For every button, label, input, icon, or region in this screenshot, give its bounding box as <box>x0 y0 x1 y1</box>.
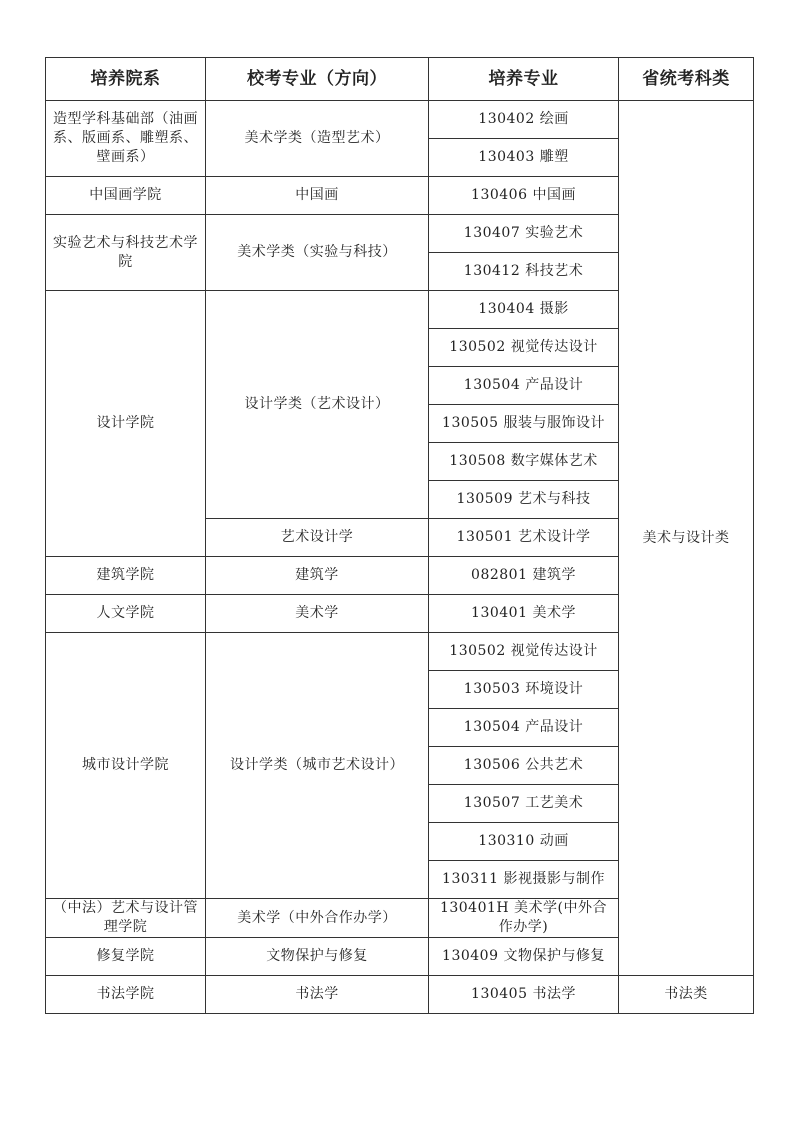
major-cell: 130401 美术学 <box>429 595 619 633</box>
major-cell: 130501 艺术设计学 <box>429 519 619 557</box>
major-cell: 082801 建筑学 <box>429 557 619 595</box>
exam-major-cell: 建筑学 <box>206 557 429 595</box>
exam-major-cell: 美术学 <box>206 595 429 633</box>
college-cell: 人文学院 <box>46 595 206 633</box>
table-row <box>46 101 754 139</box>
college-cell: 城市设计学院 <box>46 633 206 899</box>
college-cell: 修复学院 <box>46 938 206 976</box>
major-cell: 130504 产品设计 <box>429 367 619 405</box>
province-category-cell: 书法类 <box>619 976 754 1014</box>
enrollment-table <box>45 57 754 1014</box>
exam-major-cell: 中国画 <box>206 177 429 215</box>
major-cell: 130502 视觉传达设计 <box>429 633 619 671</box>
exam-major-cell: 设计学类（艺术设计） <box>206 291 429 519</box>
college-cell: 设计学院 <box>46 291 206 557</box>
major-cell: 130505 服装与服饰设计 <box>429 405 619 443</box>
major-cell: 130402 绘画 <box>429 101 619 139</box>
major-cell: 130504 产品设计 <box>429 709 619 747</box>
exam-major-cell: 美术学类（造型艺术） <box>206 101 429 177</box>
major-cell: 130311 影视摄影与制作 <box>429 861 619 899</box>
major-cell: 130404 摄影 <box>429 291 619 329</box>
major-cell: 130403 雕塑 <box>429 139 619 177</box>
header-major: 培养专业 <box>429 58 619 101</box>
major-cell: 130409 文物保护与修复 <box>429 938 619 976</box>
major-cell: 130503 环境设计 <box>429 671 619 709</box>
college-cell: 实验艺术与科技艺术学院 <box>46 215 206 291</box>
major-cell: 130509 艺术与科技 <box>429 481 619 519</box>
major-cell: 130506 公共艺术 <box>429 747 619 785</box>
major-cell: 130310 动画 <box>429 823 619 861</box>
exam-major-cell: 文物保护与修复 <box>206 938 429 976</box>
table-row <box>46 976 754 1014</box>
major-cell: 130502 视觉传达设计 <box>429 329 619 367</box>
college-cell: 造型学科基础部（油画系、版画系、雕塑系、壁画系） <box>46 101 206 177</box>
header-exam-major: 校考专业（方向） <box>206 58 429 101</box>
major-cell: 130508 数字媒体艺术 <box>429 443 619 481</box>
exam-major-cell: 设计学类（城市艺术设计） <box>206 633 429 899</box>
major-cell: 130401H 美术学(中外合作办学) <box>429 899 619 938</box>
header-college: 培养院系 <box>46 58 206 101</box>
province-category-cell: 美术与设计类 <box>619 101 754 976</box>
exam-major-cell: 美术学类（实验与科技） <box>206 215 429 291</box>
major-cell: 130407 实验艺术 <box>429 215 619 253</box>
college-cell: 书法学院 <box>46 976 206 1014</box>
college-cell: 建筑学院 <box>46 557 206 595</box>
exam-major-cell: 书法学 <box>206 976 429 1014</box>
major-cell: 130412 科技艺术 <box>429 253 619 291</box>
major-cell: 130405 书法学 <box>429 976 619 1014</box>
college-cell: 中国画学院 <box>46 177 206 215</box>
exam-major-cell: 艺术设计学 <box>206 519 429 557</box>
major-cell: 130507 工艺美术 <box>429 785 619 823</box>
header-province-category: 省统考科类 <box>619 58 754 101</box>
exam-major-cell: 美术学（中外合作办学） <box>206 899 429 938</box>
college-cell: （中法）艺术与设计管理学院 <box>46 899 206 938</box>
major-cell: 130406 中国画 <box>429 177 619 215</box>
